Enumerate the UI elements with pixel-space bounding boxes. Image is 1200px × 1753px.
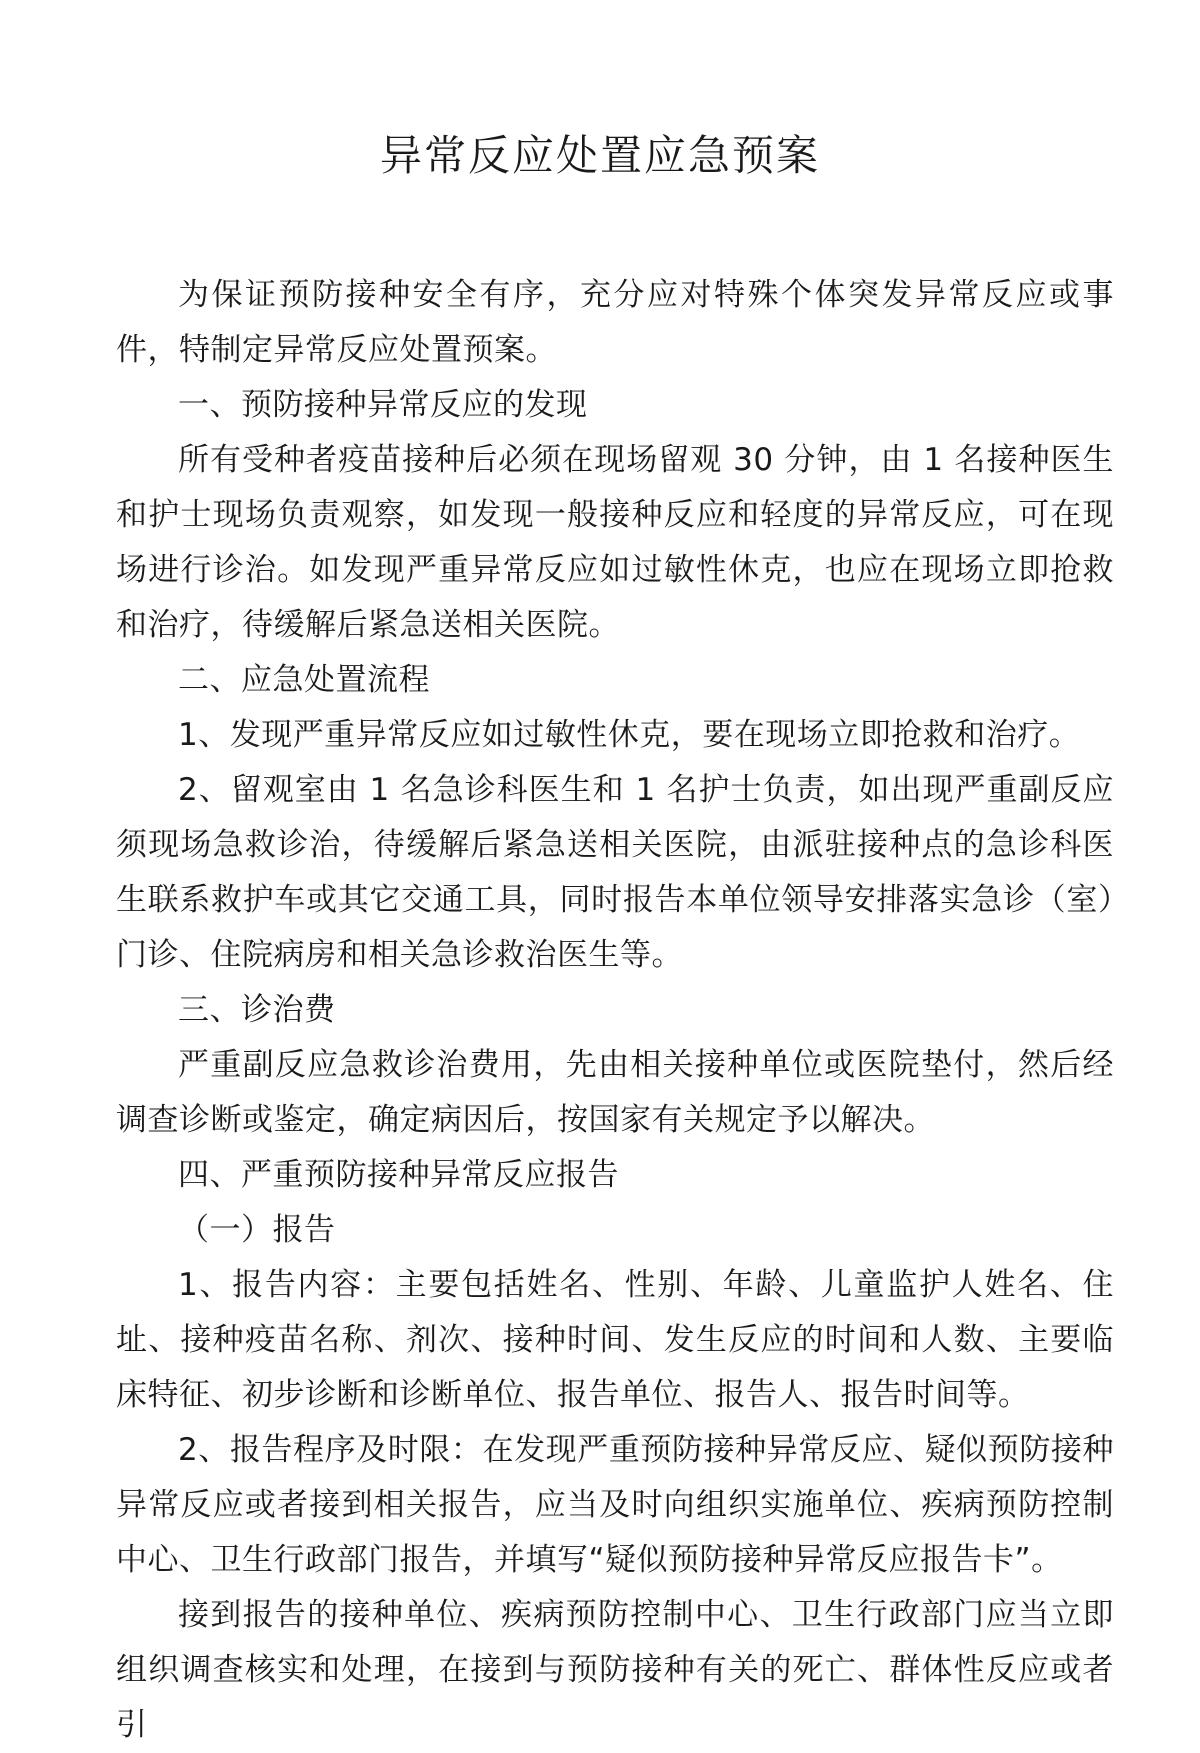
section-heading-1: 一、预防接种异常反应的发现 [178, 387, 588, 423]
section-heading-4: 四、严重预防接种异常反应报告 [178, 1157, 619, 1193]
document-body [116, 268, 1114, 1753]
paragraph-report-procedure: 2、报告程序及时限：在发现严重预防接种异常反应、疑似预防接种异常反应或者接到相关报告，应当及时向组织实施单位、疾病预防控制中心、卫生行政部门报告，并填写“疑似预防接种异常反应报告卡”。 [116, 1432, 1114, 1578]
section-heading-2: 二、应急处置流程 [178, 662, 430, 698]
paragraph-intro: 为保证预防接种安全有序，充分应对特殊个体突发异常反应或事件，特制定异常反应处置预案。 [116, 277, 1114, 368]
paragraph-procedure-2: 2、留观室由 1 名急诊科医生和 1 名护士负责，如出现严重副反应须现场急救诊治，待缓解后紧急送相关医院，由派驻接种点的急诊科医生联系救护车或其它交通工具，同时报告本单位领导安排落实急诊（室）门诊、住院病房和相关急诊救治医生等。 [116, 772, 1114, 973]
document-title: 异常反应处置应急预案 [379, 131, 820, 180]
section-heading-3: 三、诊治费 [178, 992, 336, 1028]
paragraph-report-handling: 接到报告的接种单位、疾病预防控制中心、卫生行政部门应当立即组织调查核实和处理，在接到与预防接种有关的死亡、群体性反应或者引 [116, 1597, 1114, 1743]
paragraph-discovery: 所有受种者疫苗接种后必须在现场留观 30 分钟，由 1 名接种医生和护士现场负责观察，如发现一般接种反应和轻度的异常反应，可在现场进行诊治。如发现严重异常反应如过敏性休克，也应在现场立即抢救和治疗，待缓解后紧急送相关医院。 [116, 442, 1114, 643]
subsection-heading-report: （一）报告 [178, 1212, 336, 1248]
paragraph-report-content: 1、报告内容：主要包括姓名、性别、年龄、儿童监护人姓名、住址、接种疫苗名称、剂次、接种时间、发生反应的时间和人数、主要临床特征、初步诊断和诊断单位、报告单位、报告人、报告时间等。 [116, 1267, 1114, 1413]
paragraph-procedure-1: 1、发现严重异常反应如过敏性休克，要在现场立即抢救和治疗。 [178, 717, 1081, 753]
paragraph-fees: 严重副反应急救诊治费用，先由相关接种单位或医院垫付，然后经调查诊断或鉴定，确定病因后，按国家有关规定予以解决。 [116, 1047, 1114, 1138]
